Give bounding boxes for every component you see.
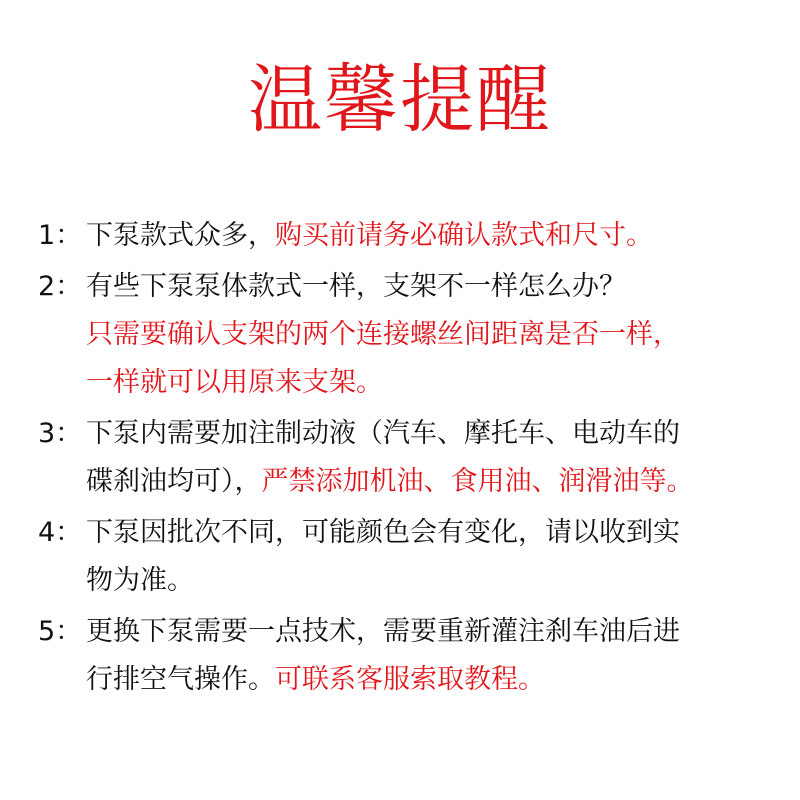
notice-highlight: 一样就可以用原来支架。: [86, 367, 383, 398]
notice-text: 物为准。: [86, 565, 194, 596]
notice-item-3-line-2: [38, 458, 788, 506]
notice-highlight: 购买前请务必确认款式和尺寸。: [275, 220, 653, 251]
notice-text: 碟刹油均可），: [86, 466, 262, 497]
page-title: 温馨提醒: [248, 57, 552, 143]
notice-item-2-line-3: [38, 359, 788, 407]
notice-highlight: 只需要确认支架的两个连接螺丝间距离是否一样，: [86, 319, 680, 350]
notice-item-5-line-1: [38, 608, 788, 656]
notice-item-5-line-2: [38, 656, 788, 704]
item-number: 5：: [38, 616, 83, 647]
notice-item-1-line-1: [38, 212, 788, 260]
notice-item-3-line-1: [38, 410, 788, 458]
notice-highlight: 可联系客服索取教程。: [275, 664, 545, 695]
notice-highlight: 严禁添加机油、食用油、润滑油等。: [261, 466, 694, 497]
notice-item-2-line-2: [38, 311, 788, 359]
item-number: 1：: [38, 220, 83, 251]
notice-text: 下泵内需要加注制动液（汽车、摩托车、电动车的: [86, 418, 680, 449]
item-number: 4：: [38, 517, 83, 548]
notice-text: 更换下泵需要一点技术，需要重新灌注刹车油后进: [86, 616, 680, 647]
notice-text: 有些下泵泵体款式一样，支架不一样怎么办？: [86, 271, 626, 302]
notice-text: 下泵因批次不同，可能颜色会有变化，请以收到实: [86, 517, 680, 548]
notice-text: 行排空气操作。: [86, 664, 275, 695]
notice-item-2-line-1: [38, 263, 788, 311]
notice-list: [38, 212, 788, 704]
item-number: 3：: [38, 418, 83, 449]
notice-text: 下泵款式众多，: [86, 220, 275, 251]
notice-item-4-line-1: [38, 509, 788, 557]
notice-item-4-line-2: [38, 557, 788, 605]
item-number: 2：: [38, 271, 83, 302]
